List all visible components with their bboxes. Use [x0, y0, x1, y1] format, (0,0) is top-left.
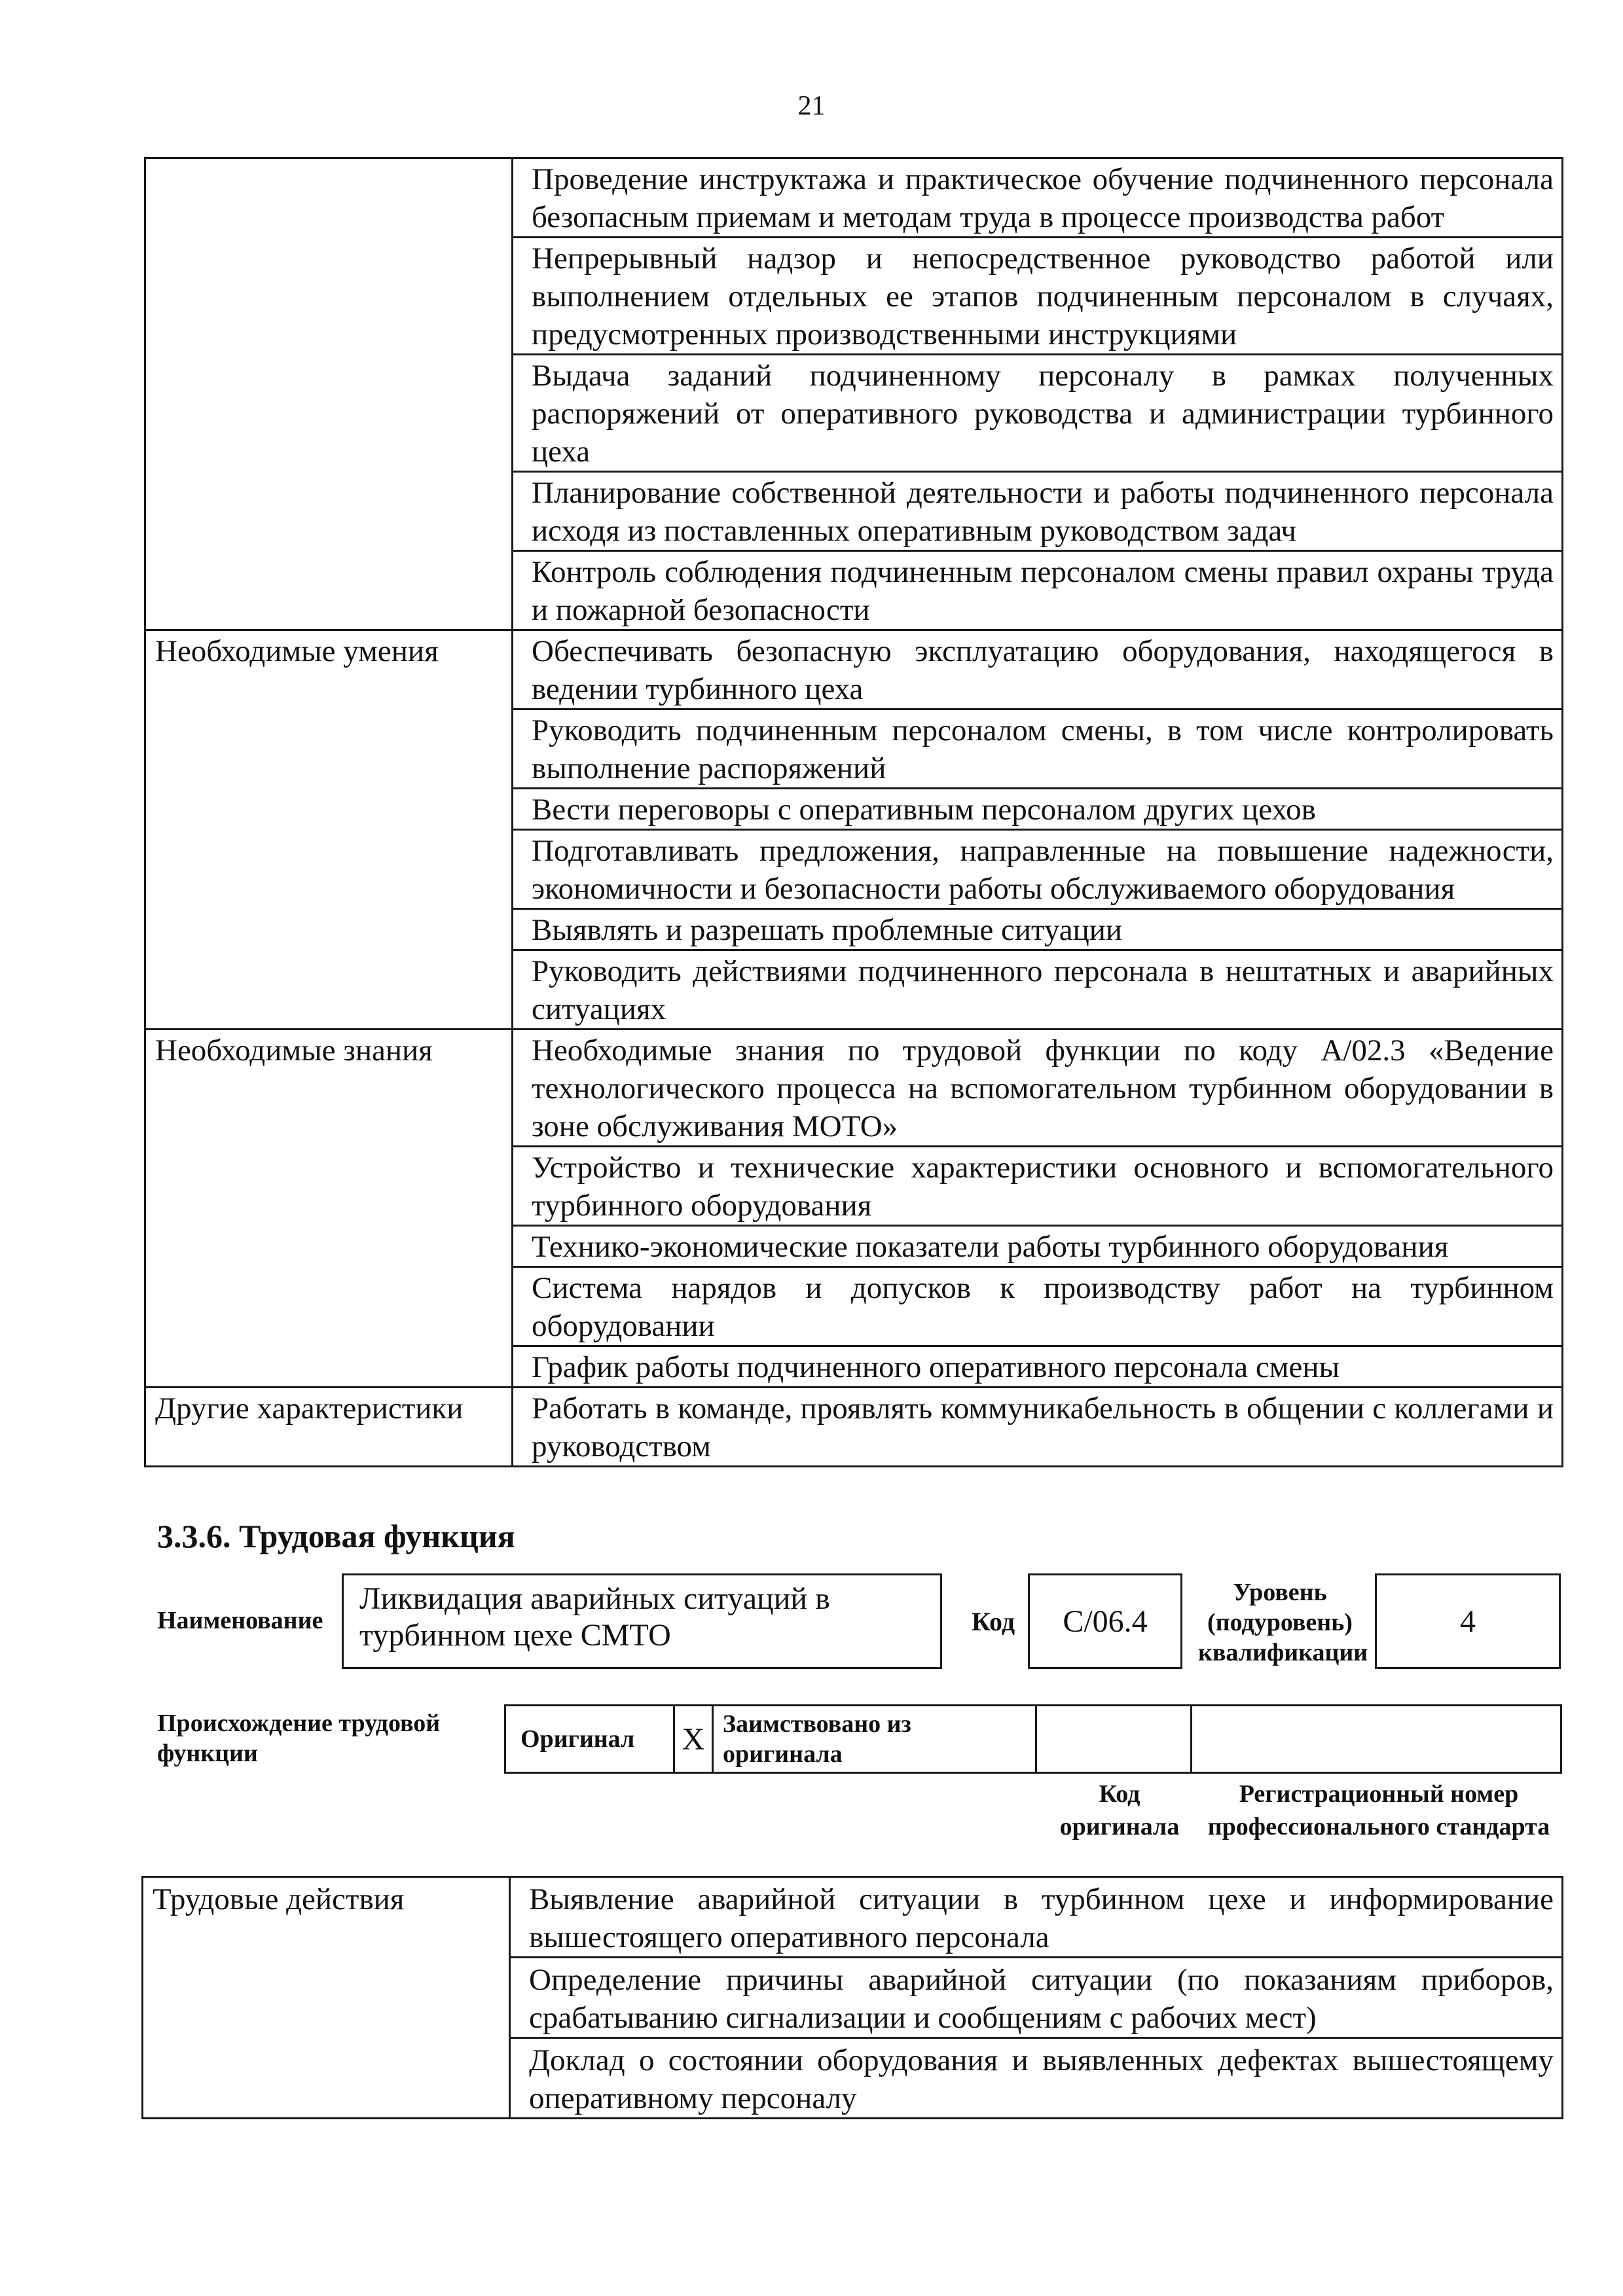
page-number: 21 [797, 91, 826, 121]
function-code-field: С/06.4 [1028, 1573, 1182, 1669]
row-content: Проведение инструктажа и практическое обучение подчиненного персонала безопасным приемам и методам труда в процессе производства работ [513, 158, 1563, 238]
row-content: Непрерывный надзор и непосредственное руководство работой или выполнением отдельных ее этапов подчиненным персоналом в случаях, предусмотренных производственными инструкциями [513, 238, 1563, 355]
row-content: Система нарядов и допусков к производству работ на турбинном оборудовании [513, 1267, 1563, 1346]
qualification-level-label [1198, 1577, 1368, 1668]
original-mark: X [674, 1706, 713, 1773]
reg-number-cell [1192, 1706, 1561, 1773]
row-content: Подготавливать предложения, направленные на повышение надежности, экономичности и безопасности работы обслуживаемого оборудования [513, 830, 1563, 909]
code-original-caption-line1: Код [1099, 1780, 1140, 1808]
table-row [143, 1877, 1563, 1958]
row-content: Определение причины аварийной ситуации (по показаниям приборов, срабатыванию сигнализации и сообщениям с рабочих мест) [510, 1958, 1563, 2038]
row-content: Руководить действиями подчиненного персонала в нештатных и аварийных ситуациях [513, 950, 1563, 1030]
row-label: Необходимые знания [145, 1030, 513, 1388]
table-row [145, 1388, 1563, 1467]
section-heading: 3.3.6. Трудовая функция [157, 1518, 515, 1554]
row-content: Выдача заданий подчиненному персоналу в рамках полученных распоряжений от оперативного руководства и администрации турбинного цеха [513, 355, 1563, 472]
level-label-line3: квалификации [1198, 1639, 1368, 1666]
row-content: Вести переговоры с оперативным персоналом других цехов [513, 789, 1563, 830]
origin-table [504, 1704, 1562, 1774]
code-original-caption [1048, 1778, 1192, 1843]
row-label [145, 158, 513, 630]
reg-number-caption [1195, 1778, 1562, 1843]
row-content: Выявлять и разрешать проблемные ситуации [513, 909, 1563, 950]
row-content: Контроль соблюдения подчиненным персоналом смены правил охраны труда и пожарной безопасности [513, 551, 1563, 630]
code-original-cell [1036, 1706, 1192, 1773]
table-row [145, 630, 1563, 709]
borrowed-line2: оригинала [723, 1740, 843, 1768]
row-content: Необходимые знания по трудовой функции по коду А/02.3 «Ведение технологического процесса на вспомогательном турбинном оборудовании в зоне обслуживания МОТО» [513, 1030, 1563, 1147]
row-content: Устройство и технические характеристики основного и вспомогательного турбинного оборудования [513, 1147, 1563, 1226]
origin-label-line2: функции [157, 1740, 258, 1767]
row-content: Работать в команде, проявлять коммуникабельность в общении с коллегами и руководством [513, 1388, 1563, 1467]
code-original-caption-line2: оригинала [1059, 1813, 1180, 1840]
name-label: Наименование [157, 1607, 323, 1634]
row-label: Другие характеристики [145, 1388, 513, 1467]
row-label: Трудовые действия [143, 1877, 510, 2119]
row-content: Руководить подчиненным персоналом смены, в том числе контролировать выполнение распоряжений [513, 709, 1563, 789]
table-row [145, 1030, 1563, 1147]
origin-label-line1: Происхождение трудовой [157, 1710, 441, 1737]
reg-number-caption-line2: профессионального стандарта [1207, 1813, 1550, 1840]
row-label: Необходимые умения [145, 630, 513, 1030]
function-name-field: Ликвидация аварийных ситуаций в турбинном цехе СМТО [342, 1573, 942, 1669]
row-content: График работы подчиненного оперативного персонала смены [513, 1346, 1563, 1388]
row-content: Технико-экономические показатели работы турбинного оборудования [513, 1226, 1563, 1267]
qualification-level-field: 4 [1375, 1573, 1561, 1669]
code-label: Код [972, 1607, 1015, 1636]
competency-table [144, 157, 1563, 1467]
row-content: Планирование собственной деятельности и работы подчиненного персонала исходя из поставленных оперативным руководством задач [513, 472, 1563, 551]
reg-number-caption-line1: Регистрационный номер [1239, 1780, 1519, 1808]
level-label-line1: Уровень [1233, 1579, 1327, 1606]
borrowed-line1: Заимствовано из [723, 1710, 911, 1738]
labor-actions-table [141, 1876, 1563, 2119]
row-content: Обеспечивать безопасную эксплуатацию оборудования, находящегося в ведении турбинного цеха [513, 630, 1563, 709]
origin-label [157, 1708, 440, 1768]
original-cell: Оригинал [505, 1706, 674, 1773]
borrowed-cell [713, 1706, 1036, 1773]
level-label-line2: (подуровень) [1207, 1609, 1353, 1636]
row-content: Выявление аварийной ситуации в турбинном цехе и информирование вышестоящего оперативного персонала [510, 1877, 1563, 1958]
row-content: Доклад о состоянии оборудования и выявленных дефектах вышестоящему оперативному персоналу [510, 2038, 1563, 2119]
table-row [145, 158, 1563, 238]
